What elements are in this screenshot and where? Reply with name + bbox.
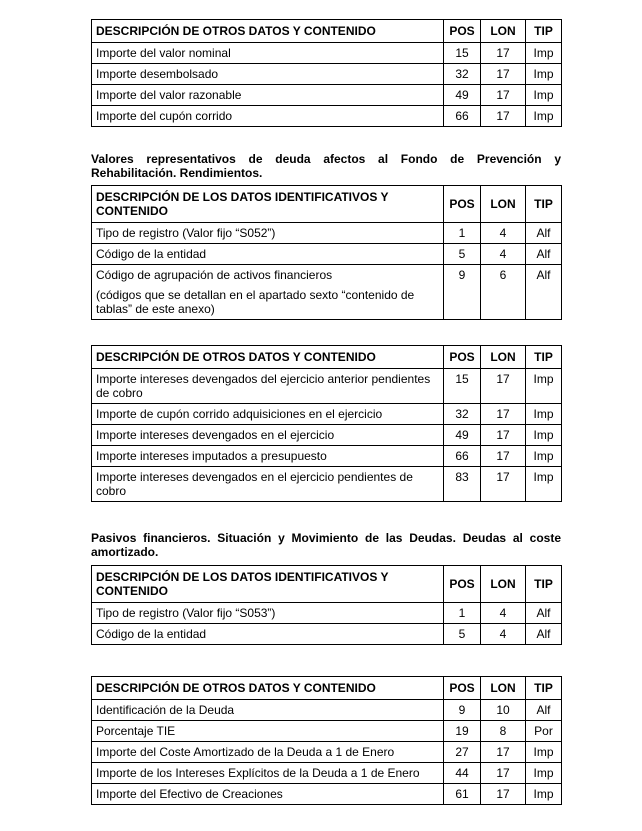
cell-desc: Importe del cupón corrido — [92, 106, 444, 127]
cell-lon: 17 — [481, 404, 526, 425]
header-tip: TIP — [526, 346, 562, 369]
table-header-row — [92, 346, 562, 369]
table-row — [92, 784, 562, 805]
header-descripcion: DESCRIPCIÓN DE LOS DATOS IDENTIFICATIVOS Y CONTENIDO — [92, 566, 444, 603]
cell-tip: Imp — [526, 43, 562, 64]
table-row — [92, 223, 562, 244]
cell-pos: 5 — [444, 244, 481, 265]
cell-tip: Imp — [526, 425, 562, 446]
cell-pos: 66 — [444, 446, 481, 467]
table-otros-datos-2 — [91, 345, 562, 502]
cell-lon: 17 — [481, 85, 526, 106]
table-row — [92, 700, 562, 721]
cell-lon: 17 — [481, 106, 526, 127]
cell-desc: Tipo de registro (Valor fijo “S052”) — [92, 223, 444, 244]
header-descripcion: DESCRIPCIÓN DE LOS DATOS IDENTIFICATIVOS Y CONTENIDO — [92, 186, 444, 223]
cell-tip: Alf — [526, 700, 562, 721]
cell-desc: Código de la entidad — [92, 244, 444, 265]
table-row — [92, 106, 562, 127]
header-tip: TIP — [526, 566, 562, 603]
cell-lon: 4 — [481, 223, 526, 244]
cell-tip: Imp — [526, 446, 562, 467]
cell-tip: Imp — [526, 404, 562, 425]
header-lon: LON — [481, 566, 526, 603]
cell-pos: 1 — [444, 603, 481, 624]
cell-tip: Alf — [526, 603, 562, 624]
cell-pos: 1 — [444, 223, 481, 244]
cell-lon: 17 — [481, 467, 526, 502]
cell-desc: Importe del valor razonable — [92, 85, 444, 106]
section-title: Pasivos financieros. Situación y Movimiento de las Deudas. Deudas al coste amortizado. — [91, 531, 561, 559]
header-tip: TIP — [526, 20, 562, 43]
table-row — [92, 446, 562, 467]
cell-desc: Importe desembolsado — [92, 64, 444, 85]
cell-pos: 5 — [444, 624, 481, 645]
header-pos: POS — [444, 346, 481, 369]
cell-lon: 10 — [481, 700, 526, 721]
cell-pos: 19 — [444, 721, 481, 742]
cell-pos: 9 — [444, 700, 481, 721]
cell-pos: 61 — [444, 784, 481, 805]
table-row — [92, 721, 562, 742]
cell-pos: 83 — [444, 467, 481, 502]
cell-desc: Código de la entidad — [92, 624, 444, 645]
header-pos: POS — [444, 566, 481, 603]
cell-lon: 4 — [481, 244, 526, 265]
table-row — [92, 43, 562, 64]
cell-lon: 17 — [481, 763, 526, 784]
table-row — [92, 624, 562, 645]
header-lon: LON — [481, 186, 526, 223]
header-lon: LON — [481, 677, 526, 700]
cell-desc: Identificación de la Deuda — [92, 700, 444, 721]
cell-tip: Imp — [526, 784, 562, 805]
cell-tip: Imp — [526, 85, 562, 106]
cell-tip: Imp — [526, 742, 562, 763]
header-lon: LON — [481, 20, 526, 43]
header-pos: POS — [444, 677, 481, 700]
cell-desc: Importe intereses devengados en el ejercicio pendientes de cobro — [92, 467, 444, 502]
cell-desc-note: (códigos que se detallan en el apartado sexto “contenido de tablas” de este anexo) — [96, 288, 415, 316]
cell-lon: 17 — [481, 784, 526, 805]
table-datos-identificativos-1 — [91, 185, 562, 320]
cell-tip: Por — [526, 721, 562, 742]
table-row — [92, 742, 562, 763]
cell-pos: 44 — [444, 763, 481, 784]
header-descripcion: DESCRIPCIÓN DE OTROS DATOS Y CONTENIDO — [92, 20, 444, 43]
cell-pos: 32 — [444, 64, 481, 85]
header-tip: TIP — [526, 186, 562, 223]
table-row — [92, 244, 562, 265]
table-otros-datos-1 — [91, 19, 562, 127]
header-descripcion: DESCRIPCIÓN DE OTROS DATOS Y CONTENIDO — [92, 677, 444, 700]
cell-tip: Alf — [526, 265, 562, 320]
cell-desc: Importe de los Intereses Explícitos de la Deuda a 1 de Enero — [92, 763, 444, 784]
cell-pos: 66 — [444, 106, 481, 127]
cell-lon: 17 — [481, 43, 526, 64]
header-descripcion: DESCRIPCIÓN DE OTROS DATOS Y CONTENIDO — [92, 346, 444, 369]
cell-lon: 17 — [481, 742, 526, 763]
cell-tip: Imp — [526, 64, 562, 85]
cell-tip: Alf — [526, 624, 562, 645]
header-tip: TIP — [526, 677, 562, 700]
cell-pos: 15 — [444, 369, 481, 404]
table-row — [92, 425, 562, 446]
cell-tip: Imp — [526, 763, 562, 784]
cell-pos: 9 — [444, 265, 481, 320]
table-row — [92, 467, 562, 502]
cell-pos: 49 — [444, 85, 481, 106]
table-otros-datos-3 — [91, 676, 562, 805]
table-row — [92, 265, 562, 320]
cell-tip: Imp — [526, 106, 562, 127]
cell-lon: 17 — [481, 369, 526, 404]
cell-lon: 6 — [481, 265, 526, 320]
table-header-row — [92, 186, 562, 223]
header-lon: LON — [481, 346, 526, 369]
header-pos: POS — [444, 186, 481, 223]
table-row — [92, 603, 562, 624]
cell-desc: Importe del Coste Amortizado de la Deuda a 1 de Enero — [92, 742, 444, 763]
cell-desc: Importe intereses devengados en el ejercicio — [92, 425, 444, 446]
table-header-row — [92, 677, 562, 700]
cell-lon: 17 — [481, 446, 526, 467]
header-pos: POS — [444, 20, 481, 43]
table-row — [92, 763, 562, 784]
cell-tip: Imp — [526, 369, 562, 404]
cell-pos: 15 — [444, 43, 481, 64]
cell-lon: 17 — [481, 64, 526, 85]
cell-pos: 49 — [444, 425, 481, 446]
cell-tip: Alf — [526, 223, 562, 244]
cell-desc: Importe intereses imputados a presupuesto — [92, 446, 444, 467]
cell-lon: 17 — [481, 425, 526, 446]
cell-desc: Importe intereses devengados del ejercicio anterior pendientes de cobro — [92, 369, 444, 404]
table-row — [92, 404, 562, 425]
cell-desc: Tipo de registro (Valor fijo “S053”) — [92, 603, 444, 624]
section-title: Valores representativos de deuda afectos al Fondo de Prevención y Rehabilitación. Rendimientos. — [91, 152, 561, 180]
cell-tip: Imp — [526, 467, 562, 502]
cell-lon: 4 — [481, 603, 526, 624]
table-datos-identificativos-2 — [91, 565, 562, 645]
cell-desc: Importe de cupón corrido adquisiciones en el ejercicio — [92, 404, 444, 425]
cell-lon: 8 — [481, 721, 526, 742]
cell-pos: 27 — [444, 742, 481, 763]
table-row — [92, 64, 562, 85]
cell-lon: 4 — [481, 624, 526, 645]
cell-desc: Importe del valor nominal — [92, 43, 444, 64]
table-header-row — [92, 20, 562, 43]
cell-desc: Importe del Efectivo de Creaciones — [92, 784, 444, 805]
cell-desc — [92, 265, 444, 320]
table-row — [92, 369, 562, 404]
cell-desc: Porcentaje TIE — [92, 721, 444, 742]
cell-desc-line: Código de agrupación de activos financieros — [96, 268, 333, 282]
table-row — [92, 85, 562, 106]
table-header-row — [92, 566, 562, 603]
cell-tip: Alf — [526, 244, 562, 265]
cell-pos: 32 — [444, 404, 481, 425]
